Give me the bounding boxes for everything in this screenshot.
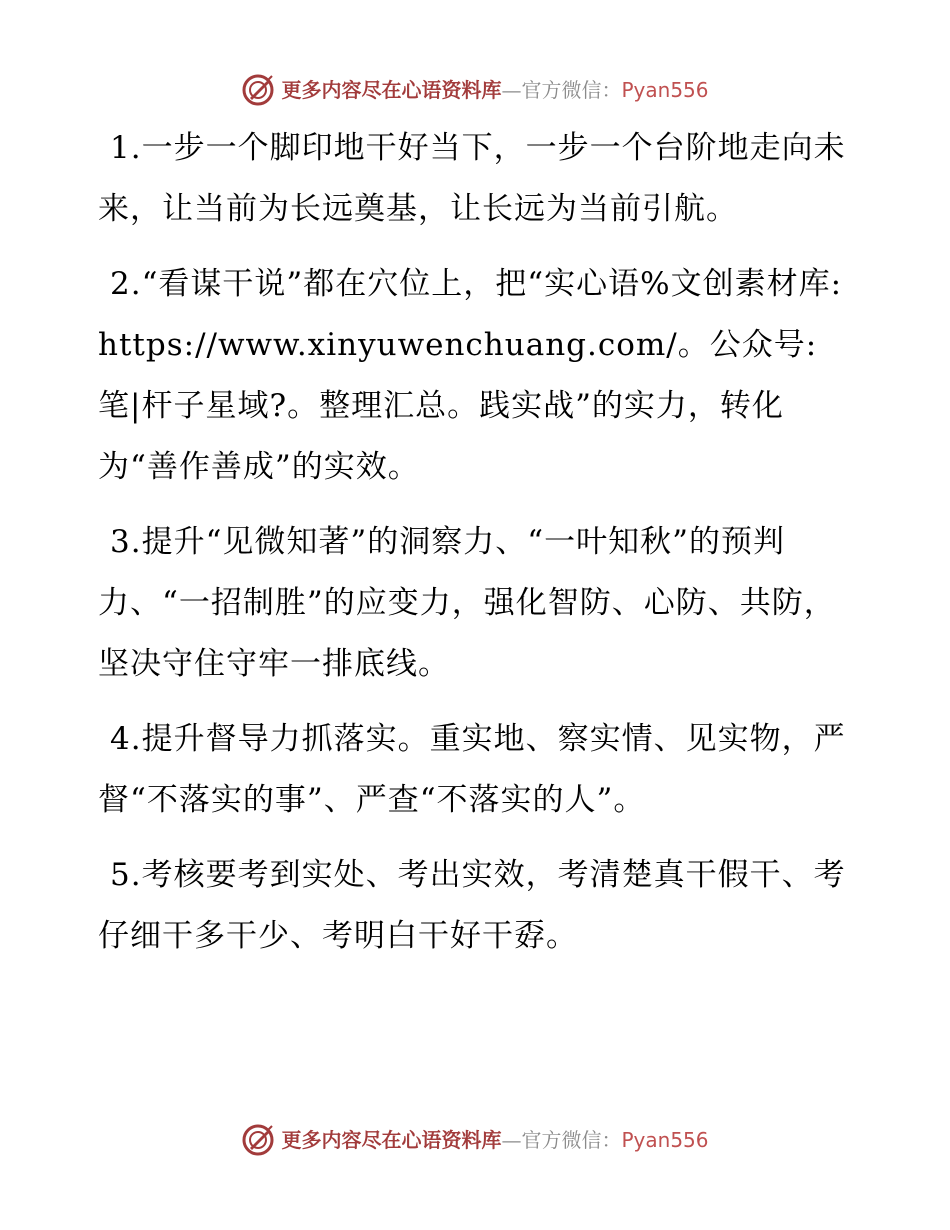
document-body [98,118,858,981]
banner-wechat-label: 官方微信： [521,1128,622,1152]
banner-separator: — [501,78,522,102]
paragraph-5: 5.考核要考到实处、考出实效，考清楚真干假干、考仔细干多干少、考明白干好干孬。 [98,857,846,954]
paragraph-1: 1.一步一个脚印地干好当下，一步一个台阶地走向未来，让当前为长远奠基，让长远为当前引航。 [98,130,846,227]
quill-pen-seal-icon [241,1123,275,1157]
header-banner [0,70,950,110]
paragraph-3: 3.提升“见微知著”的洞察力、“一叶知秋”的预判力、“一招制胜”的应变力，强化智防、心防、共防，坚决守住守牢一排底线。 [98,524,836,682]
banner-wechat-id: Pyan556 [621,78,709,102]
banner-main-text: 更多内容尽在心语资料库 [281,1128,502,1152]
footer-banner [0,1120,950,1160]
banner-main-text: 更多内容尽在心语资料库 [281,78,502,102]
paragraph-4: 4.提升督导力抓落实。重实地、察实情、见实物，严督“不落实的事”、严查“不落实的人”。 [98,721,846,818]
banner-separator: — [501,1128,522,1152]
quill-pen-seal-icon [241,73,275,107]
banner-wechat-label: 官方微信： [521,78,622,102]
banner-wechat-id: Pyan556 [621,1128,709,1152]
paragraph-2: 2.“看谋干说”都在穴位上，把“实心语%文创素材库: https://www.xinyuwenchuang.com/。公众号: 笔|杆子星域?。整理汇总。践实战”的实力，转化为“善作善成”的实效。 [98,266,843,485]
